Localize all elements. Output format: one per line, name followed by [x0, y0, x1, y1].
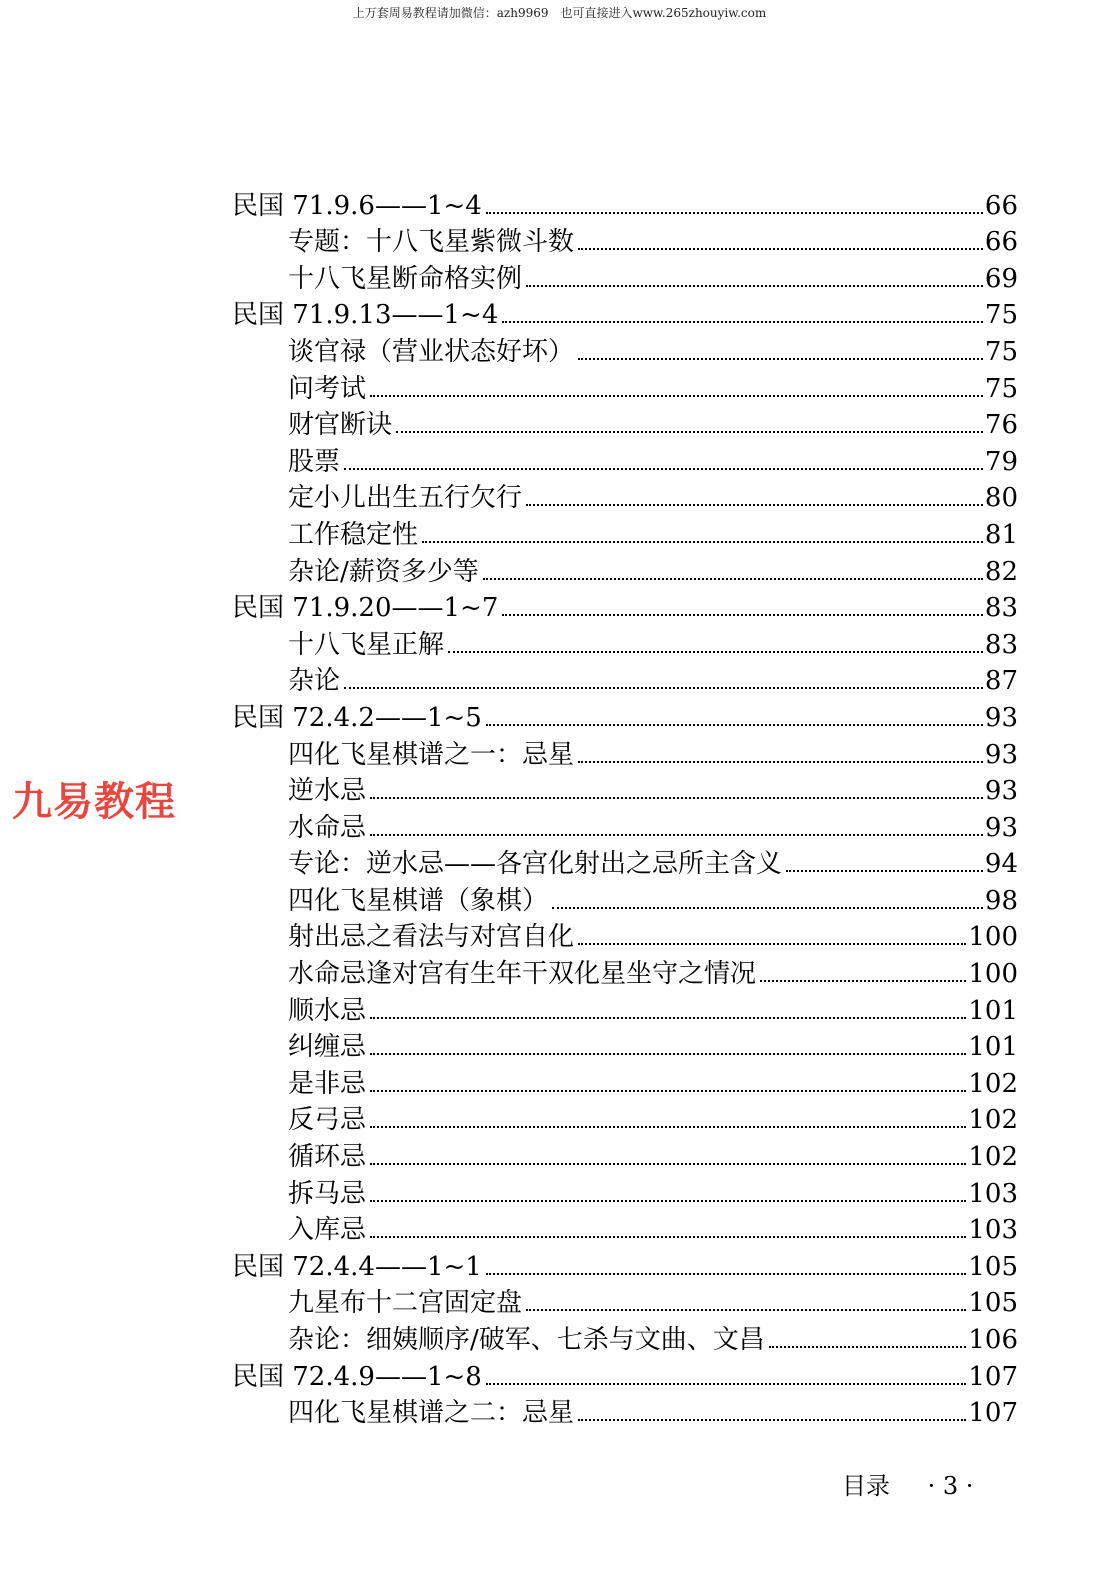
table-of-contents [232, 186, 1018, 1430]
toc-entry-title: 杂论/薪资多少等 [288, 556, 479, 587]
toc-subentry[interactable] [232, 918, 1018, 955]
toc-entry-page: 102 [968, 1105, 1018, 1136]
toc-subentry[interactable] [232, 1394, 1018, 1431]
toc-dot-leader [448, 651, 983, 653]
toc-subentry[interactable] [232, 223, 1018, 260]
toc-entry-title: 民国 72.4.9——1~8 [232, 1361, 482, 1392]
footer-label: 目录 [842, 1472, 890, 1500]
toc-dot-leader [486, 724, 983, 726]
toc-subentry[interactable] [232, 369, 1018, 406]
toc-dot-leader [396, 431, 983, 433]
toc-dot-leader [526, 504, 983, 506]
toc-dot-leader [486, 212, 983, 214]
toc-subentry[interactable] [232, 662, 1018, 699]
toc-entry-title: 循环忌 [288, 1142, 367, 1173]
toc-entry-title: 逆水忌 [288, 776, 367, 807]
toc-subentry[interactable] [232, 1137, 1018, 1174]
toc-subentry[interactable] [232, 479, 1018, 516]
toc-entry-title: 杂论 [288, 666, 341, 697]
toc-entry-title: 股票 [288, 446, 341, 477]
toc-entry-title: 民国 71.9.20——1~7 [232, 593, 499, 624]
toc-subentry[interactable] [232, 808, 1018, 845]
page-number: · 3 · [927, 1472, 974, 1500]
toc-dot-leader [344, 468, 983, 470]
toc-dot-leader [578, 358, 983, 360]
toc-entry-page: 106 [968, 1325, 1018, 1355]
page-footer [842, 1466, 973, 1501]
toc-dot-leader [370, 1126, 966, 1128]
toc-dot-leader [526, 285, 983, 287]
toc-entry-page: 66 [984, 227, 1018, 258]
toc-entry-title: 四化飞星棋谱之二：忌星 [288, 1398, 575, 1429]
toc-dot-leader [486, 1273, 967, 1275]
toc-subentry[interactable] [232, 1284, 1018, 1321]
toc-section-entry[interactable] [232, 698, 1018, 735]
toc-entry-title: 工作稳定性 [288, 519, 419, 550]
toc-section-entry[interactable] [232, 1247, 1018, 1284]
toc-entry-title: 射出忌之看法与对宫自化 [288, 922, 575, 953]
toc-entry-title: 水命忌 [288, 812, 367, 843]
toc-subentry[interactable] [232, 772, 1018, 809]
toc-dot-leader [769, 1346, 967, 1348]
toc-entry-title: 九星布十二宫固定盘 [288, 1288, 523, 1319]
toc-dot-leader [578, 1419, 966, 1421]
toc-entry-title: 民国 72.4.4——1~1 [232, 1251, 482, 1282]
toc-entry-page: 98 [984, 885, 1018, 916]
toc-dot-leader [502, 321, 983, 323]
toc-entry-page: 75 [984, 336, 1018, 367]
toc-subentry[interactable] [232, 259, 1018, 296]
toc-entry-page: 82 [984, 556, 1018, 587]
toc-entry-title: 十八飞星断命格实例 [288, 263, 523, 294]
toc-subentry[interactable] [232, 1174, 1018, 1211]
toc-dot-leader [344, 687, 983, 689]
toc-entry-page: 101 [968, 1032, 1018, 1063]
toc-dot-leader [578, 943, 966, 945]
toc-entry-title: 民国 71.9.6——1~4 [232, 190, 482, 221]
toc-subentry[interactable] [232, 1101, 1018, 1138]
toc-subentry[interactable] [232, 332, 1018, 369]
toc-section-entry[interactable] [232, 296, 1018, 333]
toc-entry-page: 100 [968, 959, 1018, 990]
toc-entry-page: 100 [968, 922, 1018, 953]
toc-dot-leader [578, 761, 983, 763]
toc-entry-page: 69 [984, 263, 1018, 294]
toc-entry-page: 105 [968, 1288, 1018, 1319]
toc-subentry[interactable] [232, 1064, 1018, 1101]
toc-dot-leader [370, 1090, 966, 1092]
toc-dot-leader [486, 1383, 967, 1385]
toc-entry-page: 93 [984, 702, 1018, 733]
toc-subentry[interactable] [232, 845, 1018, 882]
toc-subentry[interactable] [232, 442, 1018, 479]
toc-entry-page: 80 [984, 483, 1018, 514]
toc-entry-page: 87 [984, 666, 1018, 697]
toc-subentry[interactable] [232, 515, 1018, 552]
toc-dot-leader [370, 1200, 966, 1202]
toc-entry-title: 财官断诀 [288, 410, 393, 441]
toc-entry-title: 顺水忌 [288, 995, 367, 1026]
toc-dot-leader [370, 1053, 966, 1055]
toc-entry-page: 79 [984, 446, 1018, 477]
toc-dot-leader [370, 1017, 966, 1019]
toc-entry-title: 纠缠忌 [288, 1032, 367, 1063]
toc-entry-title: 杂论：细姨顺序/破军、七杀与文曲、文昌 [288, 1325, 765, 1355]
toc-entry-title: 水命忌逢对宫有生年干双化星坐守之情况 [288, 959, 757, 990]
toc-entry-title: 拆马忌 [288, 1178, 367, 1209]
toc-entry-title: 四化飞星棋谱（象棋） [288, 885, 549, 916]
toc-entry-page: 102 [968, 1142, 1018, 1173]
toc-dot-leader [422, 541, 983, 543]
toc-subentry[interactable] [232, 1028, 1018, 1065]
toc-dot-leader [370, 1236, 966, 1238]
toc-dot-leader [526, 1309, 966, 1311]
toc-entry-title: 谈官禄（营业状态好坏） [288, 336, 575, 367]
toc-entry-title: 入库忌 [288, 1215, 367, 1246]
toc-subentry[interactable] [232, 625, 1018, 662]
toc-entry-title: 是非忌 [288, 1068, 367, 1099]
toc-entry-page: 101 [968, 995, 1018, 1026]
toc-dot-leader [786, 870, 983, 872]
toc-entry-page: 102 [968, 1068, 1018, 1099]
toc-entry-page: 103 [968, 1215, 1018, 1246]
toc-entry-page: 105 [968, 1251, 1018, 1282]
toc-entry-page: 83 [984, 629, 1018, 660]
toc-dot-leader [370, 1163, 966, 1165]
toc-entry-title: 民国 71.9.13——1~4 [232, 300, 499, 331]
toc-entry-page: 94 [984, 849, 1018, 880]
toc-entry-title: 问考试 [288, 373, 367, 404]
toc-entry-title: 十八飞星正解 [288, 629, 445, 660]
toc-subentry[interactable] [232, 552, 1018, 589]
toc-entry-page: 107 [968, 1361, 1018, 1392]
toc-entry-page: 93 [984, 776, 1018, 807]
toc-entry-title: 专题：十八飞星紫微斗数 [288, 227, 575, 258]
page-header: 上万套周易教程请加微信：azh9969 也可直接进入www.265zhouyiw.com [352, 6, 767, 20]
toc-subentry[interactable] [232, 1211, 1018, 1248]
toc-dot-leader [370, 834, 983, 836]
toc-entry-page: 107 [968, 1398, 1018, 1429]
toc-entry-page: 75 [984, 300, 1018, 331]
toc-dot-leader [483, 578, 983, 580]
toc-dot-leader [370, 797, 983, 799]
toc-entry-page: 76 [984, 410, 1018, 441]
toc-entry-page: 83 [984, 593, 1018, 624]
toc-entry-page: 93 [984, 812, 1018, 843]
toc-subentry[interactable] [232, 954, 1018, 991]
toc-subentry[interactable] [232, 406, 1018, 443]
toc-dot-leader [370, 395, 983, 397]
toc-entry-title: 定小儿出生五行欠行 [288, 483, 523, 514]
toc-subentry[interactable] [232, 1320, 1018, 1357]
toc-entry-title: 专论：逆水忌——各宫化射出之忌所主含义 [288, 849, 783, 880]
toc-dot-leader [552, 907, 983, 909]
toc-entry-page: 66 [984, 190, 1018, 221]
toc-entry-page: 103 [968, 1178, 1018, 1209]
toc-dot-leader [760, 980, 966, 982]
toc-entry-page: 81 [984, 519, 1018, 550]
toc-entry-title: 民国 72.4.2——1~5 [232, 702, 482, 733]
toc-dot-leader [578, 248, 983, 250]
watermark-logo: 九易教程 [12, 779, 176, 825]
toc-section-entry[interactable] [232, 1357, 1018, 1394]
toc-entry-title: 四化飞星棋谱之一：忌星 [288, 739, 575, 770]
toc-section-entry[interactable] [232, 186, 1018, 223]
toc-dot-leader [502, 614, 983, 616]
toc-entry-page: 93 [984, 739, 1018, 770]
toc-entry-title: 反弓忌 [288, 1105, 367, 1136]
toc-subentry[interactable] [232, 881, 1018, 918]
toc-subentry[interactable] [232, 991, 1018, 1028]
toc-section-entry[interactable] [232, 589, 1018, 626]
toc-entry-page: 75 [984, 373, 1018, 404]
toc-subentry[interactable] [232, 735, 1018, 772]
